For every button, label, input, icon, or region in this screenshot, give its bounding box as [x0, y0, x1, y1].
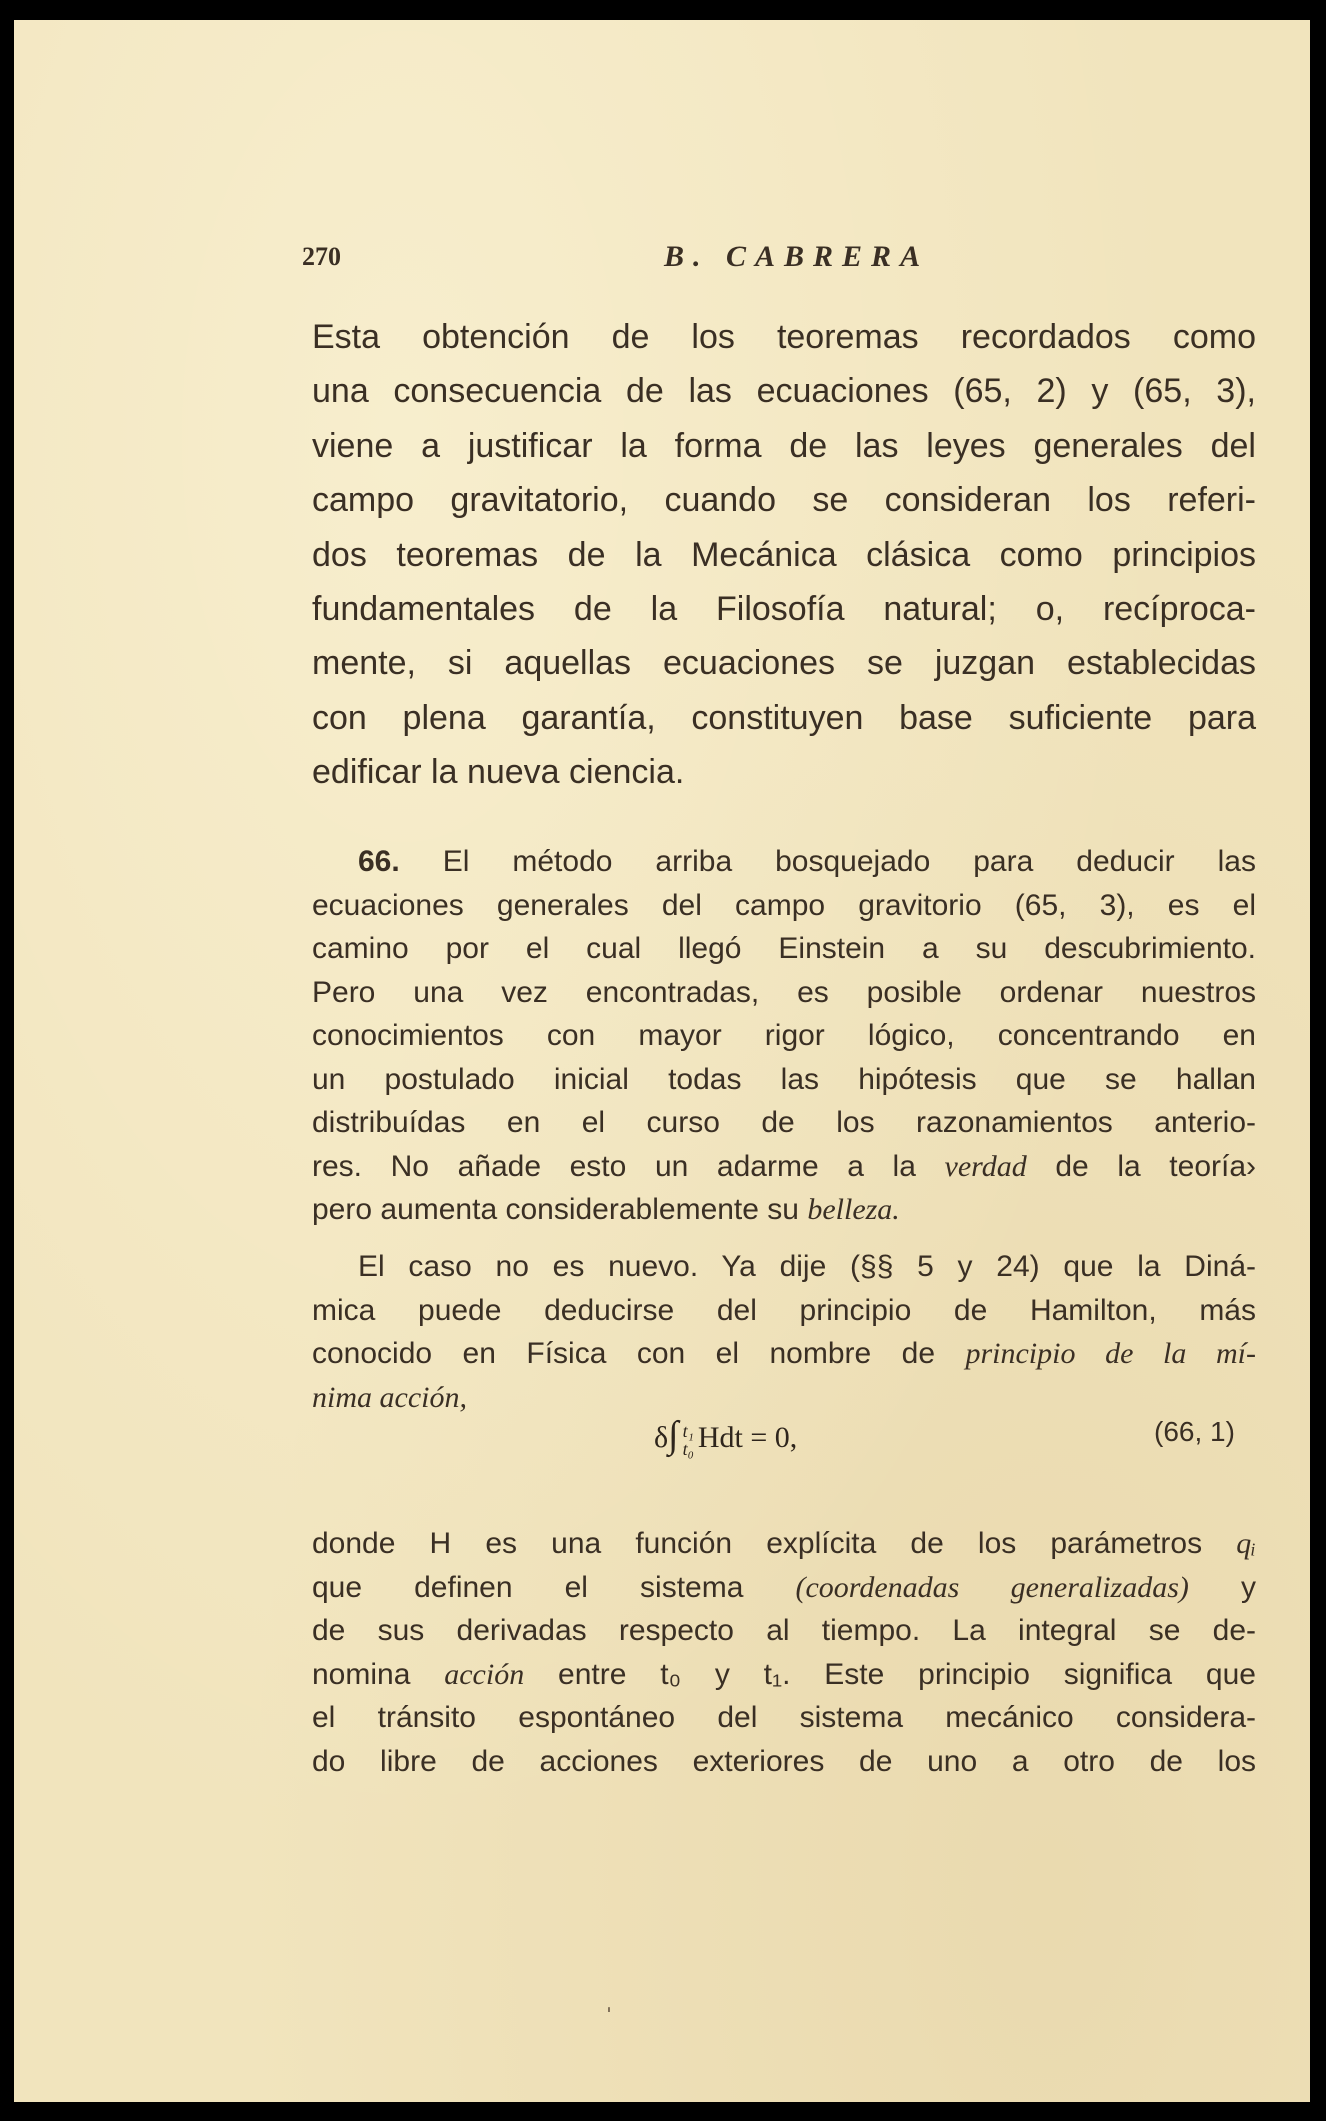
italic-word: belleza. [807, 1193, 900, 1226]
text-line: con plena garantía, constituyen base suficiente para [312, 698, 1256, 737]
text-line: nomina acción entre t₀ y t₁. Este principio significa que [312, 1657, 1256, 1691]
text-line: un postulado inicial todas las hipótesis que se hallan [312, 1062, 1256, 1096]
paragraph-section-66 [312, 840, 1256, 1232]
text-line: de sus derivadas respecto al tiempo. La integral se de- [312, 1614, 1256, 1647]
lower-limit: t₀ [682, 1439, 694, 1460]
text-line: viene a justificar la forma de las leyes generales del [312, 426, 1256, 465]
italic-term: acción [444, 1657, 525, 1691]
text-line: edificar la nueva ciencia. [312, 753, 685, 792]
text-line: pero aumenta considerablemente su belleza. [312, 1193, 900, 1226]
equation-number: (66, 1) [1154, 1416, 1235, 1447]
text-line: una consecuencia de las ecuaciones (65, 2) y (65, 3), [312, 372, 1256, 411]
text-line: mica puede deducirse del principio de Hamilton, más [312, 1293, 1256, 1327]
page-number: 270 [302, 242, 341, 271]
stray-mark: ˌ [604, 1980, 614, 2013]
text-line: fundamentales de la Filosofía natural; o, recíproca- [312, 590, 1256, 629]
text-line: Esta obtención de los teoremas recordados como [312, 318, 1256, 356]
text-line: res. No añade esto un adarme a la verdad de la teoría› [312, 1149, 1257, 1183]
text-line: distribuídas en el curso de los razonamientos anterio- [312, 1106, 1256, 1139]
text-line: el tránsito espontáneo del sistema mecánico considera- [312, 1701, 1256, 1734]
text-line: El caso no es nuevo. Ya dije (§§ 5 y 24) que la Diná- [358, 1250, 1256, 1283]
text-line: do libre de acciones exteriores de uno a otro de los [312, 1744, 1256, 1778]
upper-limit: t₁ [682, 1421, 694, 1442]
running-head: B. CABRERA [664, 240, 930, 273]
text-line: conocimientos con mayor rigor lógico, concentrando en [312, 1019, 1256, 1052]
text-line: mente, si aquellas ecuaciones se juzgan establecidas [312, 644, 1256, 683]
variable-q: qᵢ [1236, 1527, 1256, 1560]
formula-body: Hdt = 0, [697, 1421, 798, 1454]
paragraph-hamilton [312, 1245, 1256, 1419]
book-page [14, 20, 1310, 2102]
paragraph-theorems [312, 310, 1256, 800]
page-header [302, 242, 1262, 282]
text-line: 66. El método arriba bosquejado para deducir las [358, 845, 1256, 878]
italic-term: (coordenadas generalizadas) [795, 1570, 1189, 1604]
text-line: campo gravitatorio, cuando se consideran los referi- [312, 481, 1256, 520]
italic-word: verdad [944, 1149, 1027, 1183]
text-line: conocido en Física con el nombre de principio de la mí- [312, 1337, 1256, 1370]
section-number: 66. [358, 845, 400, 878]
text-line: Pero una vez encontradas, es posible ordenar nuestros [312, 975, 1256, 1009]
text-line: que definen el sistema (coordenadas generalizadas) y [312, 1570, 1256, 1604]
text-line: donde H es una función explícita de los parámetros qᵢ [312, 1527, 1256, 1560]
paragraph-action [312, 1522, 1256, 1783]
text-line: dos teoremas de la Mecánica clásica como principios [312, 535, 1256, 574]
hamilton-integral-formula [654, 1413, 797, 1458]
italic-term: nima acción, [312, 1380, 467, 1414]
text-line: camino por el cual llegó Einstein a su descubrimiento. [312, 932, 1256, 965]
delta-symbol: δ [654, 1421, 669, 1454]
text-line: ecuaciones generales del campo gravitorio (65, 3), es el [312, 888, 1256, 922]
italic-term: principio de la mí- [965, 1337, 1256, 1370]
integral-symbol: ∫ [668, 1414, 679, 1456]
